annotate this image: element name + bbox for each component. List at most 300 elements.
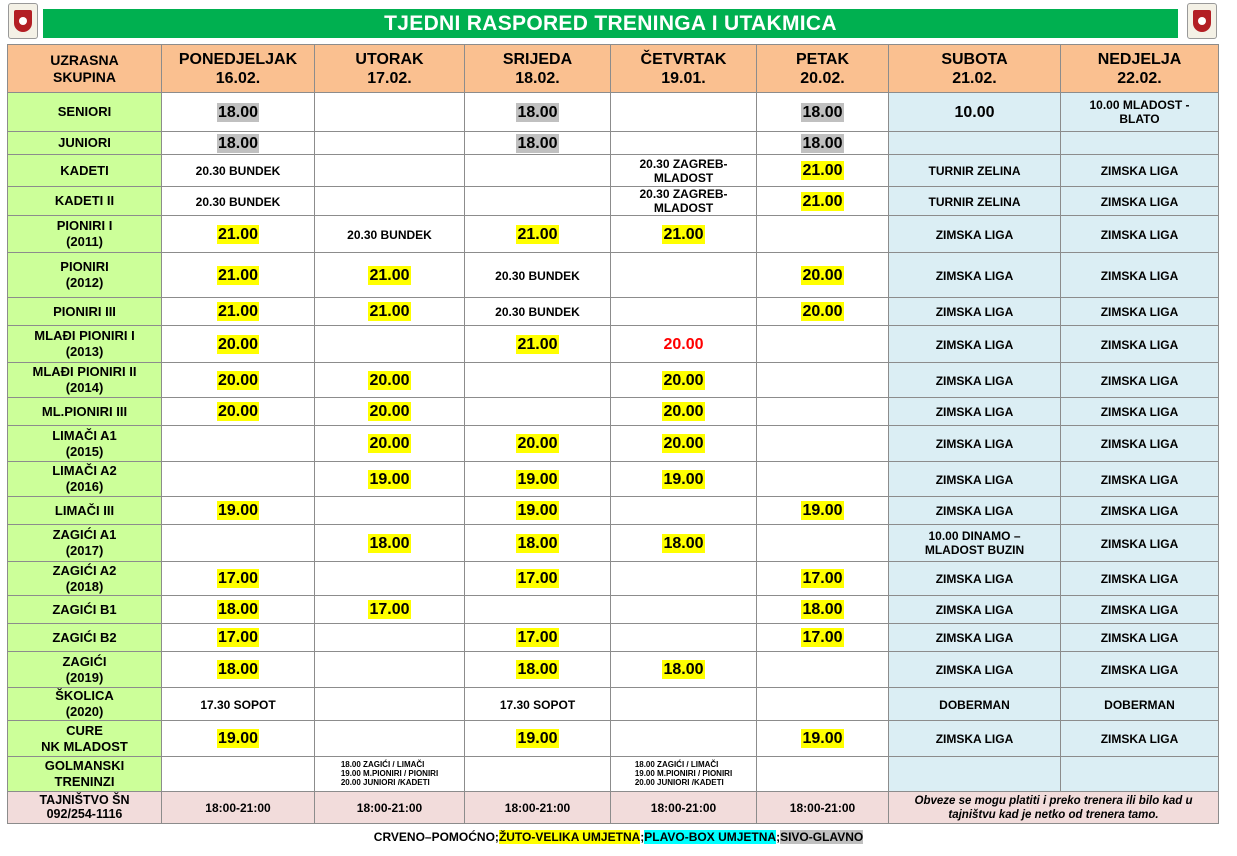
schedule-cell <box>757 462 889 497</box>
schedule-cell <box>1061 155 1219 187</box>
schedule-cell <box>611 426 757 462</box>
session-text: 17.30 SOPOT <box>499 697 576 712</box>
office-hours: 18:00-21:00 <box>315 792 465 824</box>
schedule-cell <box>1061 132 1219 155</box>
session-text: ZIMSKA LIGA <box>1100 227 1179 242</box>
session-text: ZIMSKA LIGA <box>1100 305 1179 319</box>
schedule-cell <box>315 93 465 132</box>
group-name: ZAGIĆI A1 (2017) <box>8 525 162 562</box>
schedule-cell <box>162 363 315 398</box>
schedule-cell <box>611 462 757 497</box>
table-row <box>8 398 1219 426</box>
schedule-cell <box>1061 298 1219 326</box>
schedule-cell <box>465 93 611 132</box>
schedule-cell <box>315 216 465 253</box>
session-time: 18.00 <box>802 601 843 618</box>
group-name: PIONIRI (2012) <box>8 253 162 298</box>
schedule-cell <box>1061 93 1219 132</box>
schedule-cell <box>1061 187 1219 216</box>
session-time: 20.00 <box>369 371 410 389</box>
schedule-cell <box>889 497 1061 525</box>
schedule-cell <box>611 155 757 187</box>
session-time: 18.00 <box>517 103 558 121</box>
schedule-cell <box>757 596 889 624</box>
schedule-cell <box>1061 562 1219 596</box>
schedule-cell <box>889 721 1061 757</box>
table-row <box>8 562 1219 596</box>
session-time: 18.00 <box>217 134 259 152</box>
schedule-cell <box>757 187 889 216</box>
group-name: KADETI <box>8 155 162 187</box>
schedule-cell <box>1061 398 1219 426</box>
schedule-cell <box>162 525 315 562</box>
schedule-cell <box>162 132 315 155</box>
schedule-cell <box>162 721 315 757</box>
schedule-cell <box>1061 721 1219 757</box>
schedule-cell <box>465 363 611 398</box>
schedule-cell <box>611 624 757 652</box>
club-crest-icon <box>8 3 38 39</box>
schedule-cell <box>465 462 611 497</box>
color-legend <box>0 830 1237 844</box>
session-text: DOBERMAN <box>939 697 1010 712</box>
schedule-cell <box>889 624 1061 652</box>
schedule-cell <box>889 596 1061 624</box>
schedule-cell <box>889 326 1061 363</box>
group-name: PIONIRI I (2011) <box>8 216 162 253</box>
table-row <box>8 298 1219 326</box>
session-time: 17.00 <box>217 570 259 587</box>
session-time: 20.00 <box>663 371 704 389</box>
session-text: ZIMSKA LIGA <box>935 631 1014 645</box>
schedule-cell <box>465 426 611 462</box>
session-text: 17.30 SOPOT <box>200 697 276 712</box>
schedule-cell <box>757 363 889 398</box>
session-time: 20.00 <box>217 335 259 353</box>
schedule-cell <box>162 253 315 298</box>
session-time: 19.00 <box>663 470 704 488</box>
session-text: 18.00 ZAGIĆI / LIMAČI 19.00 M.PIONIRI / PIONIRI 20.00 JUNIORI /KADETI <box>340 760 439 787</box>
schedule-cell <box>611 652 757 688</box>
schedule-cell <box>1061 253 1219 298</box>
session-time: 19.00 <box>217 502 259 519</box>
schedule-cell <box>162 497 315 525</box>
table-row <box>8 497 1219 525</box>
group-name: MLAĐI PIONIRI II (2014) <box>8 363 162 398</box>
day-header: UTORAK 17.02. <box>315 45 465 93</box>
session-text: 10.00 DINAMO – MLADOST BUZIN <box>924 529 1025 557</box>
schedule-cell <box>465 757 611 792</box>
schedule-cell <box>889 298 1061 326</box>
session-time: 19.00 <box>517 502 558 519</box>
day-header: NEDJELJA 22.02. <box>1061 45 1219 93</box>
legend-blue: PLAVO-BOX UMJETNA <box>644 830 777 844</box>
session-text: 20.30 BUNDEK <box>347 227 432 242</box>
schedule-cell <box>611 187 757 216</box>
day-header: PETAK 20.02. <box>757 45 889 93</box>
session-text: ZIMSKA LIGA <box>935 732 1014 746</box>
group-name: ZAGIĆI (2019) <box>8 652 162 688</box>
schedule-cell <box>162 187 315 216</box>
schedule-cell <box>315 155 465 187</box>
table-row <box>8 253 1219 298</box>
schedule-cell <box>757 562 889 596</box>
schedule-cell <box>757 398 889 426</box>
session-time: 19.00 <box>517 470 558 488</box>
schedule-cell <box>889 652 1061 688</box>
session-time: 18.00 <box>217 103 259 121</box>
schedule-cell <box>889 525 1061 562</box>
schedule-cell <box>465 253 611 298</box>
table-row <box>8 462 1219 497</box>
schedule-cell <box>611 326 757 363</box>
session-time: 18.00 <box>517 534 558 552</box>
session-text: ZIMSKA LIGA <box>935 405 1014 419</box>
legend-yellow: ŽUTO-VELIKA UMJETNA <box>498 830 641 844</box>
schedule-cell <box>757 298 889 326</box>
session-text: 18.00 ZAGIĆI / LIMAČI 19.00 M.PIONIRI / PIONIRI 20.00 JUNIORI /KADETI <box>634 760 733 787</box>
session-text: ZIMSKA LIGA <box>1100 268 1179 283</box>
schedule-cell <box>315 525 465 562</box>
day-header: ČETVRTAK 19.01. <box>611 45 757 93</box>
schedule-cell <box>611 93 757 132</box>
session-text: ZIMSKA LIGA <box>1100 504 1179 518</box>
session-time: 18.00 <box>663 661 704 678</box>
schedule-cell <box>465 216 611 253</box>
session-time: 19.00 <box>369 470 410 488</box>
schedule-cell <box>757 624 889 652</box>
session-text: 10.00 MLADOST - BLATO <box>1089 98 1190 126</box>
schedule-cell <box>315 426 465 462</box>
table-row <box>8 93 1219 132</box>
schedule-cell <box>315 187 465 216</box>
schedule-cell <box>1061 426 1219 462</box>
schedule-cell <box>315 688 465 721</box>
schedule-cell <box>315 253 465 298</box>
group-name: LIMAČI III <box>8 497 162 525</box>
session-time: 20.00 <box>663 335 704 353</box>
session-text: ZIMSKA LIGA <box>935 663 1014 677</box>
schedule-cell <box>611 398 757 426</box>
schedule-cell <box>162 688 315 721</box>
group-name: ML.PIONIRI III <box>8 398 162 426</box>
session-text: ZIMSKA LIGA <box>1100 732 1179 746</box>
schedule-cell <box>611 298 757 326</box>
schedule-cell <box>889 253 1061 298</box>
table-row <box>8 426 1219 462</box>
session-time: 20.00 <box>517 435 558 452</box>
schedule-cell <box>162 462 315 497</box>
session-time: 17.00 <box>369 601 410 618</box>
session-time: 20.00 <box>802 303 843 320</box>
schedule-cell <box>465 187 611 216</box>
session-time: 21.00 <box>217 266 259 284</box>
schedule-cell <box>611 596 757 624</box>
session-time: 21.00 <box>802 162 843 179</box>
session-text: ZIMSKA LIGA <box>1100 663 1179 677</box>
session-time: 19.00 <box>802 502 843 519</box>
session-time: 18.00 <box>802 134 843 152</box>
group-name: GOLMANSKI TRENINZI <box>8 757 162 792</box>
schedule-cell <box>757 652 889 688</box>
schedule-cell <box>315 721 465 757</box>
schedule-cell <box>889 426 1061 462</box>
session-text: ZIMSKA LIGA <box>1100 572 1179 586</box>
header-row <box>8 45 1219 93</box>
secretariat-row <box>8 792 1219 824</box>
schedule-cell <box>757 688 889 721</box>
schedule-cell <box>1061 363 1219 398</box>
schedule-cell <box>315 298 465 326</box>
session-text: ZIMSKA LIGA <box>1100 194 1179 209</box>
legend-separator: ; <box>640 830 645 844</box>
session-text: ZIMSKA LIGA <box>935 504 1014 518</box>
office-hours: 18:00-21:00 <box>465 792 611 824</box>
day-header: SUBOTA 21.02. <box>889 45 1061 93</box>
table-row <box>8 187 1219 216</box>
schedule-cell <box>757 132 889 155</box>
session-text: ZIMSKA LIGA <box>935 373 1014 388</box>
session-text: ZIMSKA LIGA <box>1100 631 1179 645</box>
schedule-cell <box>315 596 465 624</box>
session-time: 19.00 <box>517 730 558 747</box>
table-row <box>8 757 1219 792</box>
session-time: 17.00 <box>802 629 843 646</box>
session-text: 20.30 BUNDEK <box>195 194 281 209</box>
session-time: 20.00 <box>369 403 410 420</box>
group-name: ZAGIĆI B2 <box>8 624 162 652</box>
group-name: KADETI II <box>8 187 162 216</box>
table-row <box>8 132 1219 155</box>
schedule-cell <box>465 132 611 155</box>
session-time: 20.00 <box>663 403 704 420</box>
legend-separator: ; <box>776 830 781 844</box>
session-time: 17.00 <box>217 629 259 646</box>
schedule-cell <box>315 757 465 792</box>
day-header: SRIJEDA 18.02. <box>465 45 611 93</box>
schedule-cell <box>1061 757 1219 792</box>
schedule-cell <box>611 216 757 253</box>
table-row <box>8 688 1219 721</box>
schedule-cell <box>315 497 465 525</box>
session-text: ZIMSKA LIGA <box>1100 437 1179 451</box>
session-text: DOBERMAN <box>1104 697 1175 712</box>
schedule-cell <box>315 398 465 426</box>
session-text: 20.30 BUNDEK <box>195 164 281 178</box>
table-row <box>8 525 1219 562</box>
schedule-cell <box>1061 596 1219 624</box>
session-text: ZIMSKA LIGA <box>935 337 1014 352</box>
group-name: ŠKOLICA (2020) <box>8 688 162 721</box>
secretariat-label: TAJNIŠTVO ŠN 092/254-1116 <box>8 792 162 824</box>
session-time: 21.00 <box>517 225 558 243</box>
session-text: 20.30 BUNDEK <box>495 268 580 283</box>
schedule-cell <box>162 216 315 253</box>
session-text: 20.30 ZAGREB- MLADOST <box>639 187 728 215</box>
schedule-cell <box>757 757 889 792</box>
schedule-cell <box>1061 652 1219 688</box>
schedule-cell <box>315 624 465 652</box>
day-header: PONEDJELJAK 16.02. <box>162 45 315 93</box>
schedule-cell <box>757 426 889 462</box>
group-column-header: UZRASNA SKUPINA <box>8 45 162 93</box>
schedule-cell <box>465 497 611 525</box>
session-time: 18.00 <box>517 661 558 678</box>
table-row <box>8 624 1219 652</box>
schedule-cell <box>315 652 465 688</box>
schedule-cell <box>465 562 611 596</box>
table-row <box>8 326 1219 363</box>
schedule-cell <box>611 525 757 562</box>
group-name: ZAGIĆI B1 <box>8 596 162 624</box>
session-time: 18.00 <box>802 103 843 121</box>
session-time: 18.00 <box>217 601 259 618</box>
schedule-cell <box>465 525 611 562</box>
session-time: 21.00 <box>663 225 704 243</box>
session-time: 18.00 <box>369 534 410 552</box>
session-time: 10.00 <box>954 103 995 121</box>
session-time: 20.00 <box>663 435 704 452</box>
schedule-cell <box>162 298 315 326</box>
schedule-cell <box>162 93 315 132</box>
schedule-cell <box>315 132 465 155</box>
session-text: ZIMSKA LIGA <box>1100 164 1179 178</box>
session-text: 20.30 BUNDEK <box>495 305 580 319</box>
schedule-cell <box>465 298 611 326</box>
schedule-cell <box>889 363 1061 398</box>
schedule-cell <box>1061 326 1219 363</box>
session-time: 19.00 <box>802 730 843 747</box>
group-name: SENIORI <box>8 93 162 132</box>
schedule-cell <box>465 624 611 652</box>
schedule-cell <box>611 253 757 298</box>
schedule-cell <box>611 497 757 525</box>
session-time: 21.00 <box>517 335 558 353</box>
schedule-cell <box>889 757 1061 792</box>
schedule-cell <box>757 326 889 363</box>
schedule-cell <box>465 596 611 624</box>
schedule-cell <box>611 363 757 398</box>
schedule-cell <box>889 216 1061 253</box>
table-row <box>8 721 1219 757</box>
schedule-cell <box>889 562 1061 596</box>
session-time: 17.00 <box>802 570 843 587</box>
schedule-cell <box>162 652 315 688</box>
session-text: ZIMSKA LIGA <box>935 437 1014 451</box>
schedule-cell <box>465 398 611 426</box>
group-name: LIMAČI A2 (2016) <box>8 462 162 497</box>
schedule-cell <box>889 155 1061 187</box>
session-time: 21.00 <box>217 303 259 320</box>
club-crest-icon <box>1187 3 1217 39</box>
schedule-cell <box>465 326 611 363</box>
office-hours: 18:00-21:00 <box>611 792 757 824</box>
payment-note: Obveze se mogu platiti i preko trenera ili bilo kad u tajništvu kad je netko od trenera tamo. <box>889 792 1219 824</box>
table-row <box>8 596 1219 624</box>
session-text: ZIMSKA LIGA <box>935 603 1014 617</box>
schedule-cell <box>1061 497 1219 525</box>
schedule-cell <box>757 525 889 562</box>
session-text: ZIMSKA LIGA <box>935 227 1014 242</box>
group-name: CURE NK MLADOST <box>8 721 162 757</box>
session-time: 18.00 <box>217 661 259 678</box>
schedule-cell <box>162 326 315 363</box>
schedule-cell <box>315 363 465 398</box>
session-time: 18.00 <box>663 534 704 552</box>
schedule-cell <box>611 688 757 721</box>
schedule-cell <box>162 426 315 462</box>
session-time: 21.00 <box>369 266 410 284</box>
session-time: 20.00 <box>217 371 259 389</box>
schedule-cell <box>889 462 1061 497</box>
schedule-table <box>7 44 1219 824</box>
table-row <box>8 155 1219 187</box>
session-time: 17.00 <box>517 629 558 646</box>
session-time: 17.00 <box>517 570 558 587</box>
page-title: TJEDNI RASPORED TRENINGA I UTAKMICA <box>43 9 1178 38</box>
schedule-cell <box>162 398 315 426</box>
schedule-cell <box>757 497 889 525</box>
legend-red: CRVENO–POMOĆNO; <box>373 830 499 844</box>
table-row <box>8 216 1219 253</box>
session-time: 20.00 <box>217 403 259 420</box>
schedule-cell <box>757 93 889 132</box>
schedule-cell <box>465 155 611 187</box>
table-row <box>8 363 1219 398</box>
schedule-cell <box>162 596 315 624</box>
schedule-cell <box>757 216 889 253</box>
schedule-cell <box>889 398 1061 426</box>
schedule-cell <box>889 187 1061 216</box>
session-text: ZIMSKA LIGA <box>1100 603 1179 617</box>
schedule-cell <box>611 721 757 757</box>
session-text: ZIMSKA LIGA <box>935 572 1014 586</box>
session-text: ZIMSKA LIGA <box>1100 337 1179 352</box>
session-time: 21.00 <box>217 225 259 243</box>
schedule-cell <box>889 132 1061 155</box>
session-text: ZIMSKA LIGA <box>935 268 1014 283</box>
schedule-cell <box>1061 525 1219 562</box>
session-text: TURNIR ZELINA <box>928 164 1021 178</box>
group-name: JUNIORI <box>8 132 162 155</box>
legend-grey: SIVO-GLAVNO <box>780 830 864 844</box>
schedule-cell <box>1061 624 1219 652</box>
schedule-cell <box>611 132 757 155</box>
schedule-cell <box>162 562 315 596</box>
schedule-cell <box>315 326 465 363</box>
session-text: ZIMSKA LIGA <box>935 305 1014 319</box>
schedule-cell <box>611 562 757 596</box>
group-name: LIMAČI A1 (2015) <box>8 426 162 462</box>
schedule-cell <box>757 155 889 187</box>
schedule-cell <box>1061 462 1219 497</box>
schedule-cell <box>162 155 315 187</box>
schedule-cell <box>315 562 465 596</box>
schedule-cell <box>757 721 889 757</box>
schedule-cell <box>757 253 889 298</box>
schedule-cell <box>465 688 611 721</box>
session-text: ZIMSKA LIGA <box>1100 373 1179 388</box>
schedule-cell <box>315 462 465 497</box>
session-time: 21.00 <box>369 303 410 320</box>
schedule-cell <box>889 93 1061 132</box>
group-name: PIONIRI III <box>8 298 162 326</box>
group-name: MLAĐI PIONIRI I (2013) <box>8 326 162 363</box>
session-text: TURNIR ZELINA <box>928 194 1021 209</box>
office-hours: 18:00-21:00 <box>757 792 889 824</box>
office-hours: 18:00-21:00 <box>162 792 315 824</box>
session-text: ZIMSKA LIGA <box>1100 472 1179 487</box>
